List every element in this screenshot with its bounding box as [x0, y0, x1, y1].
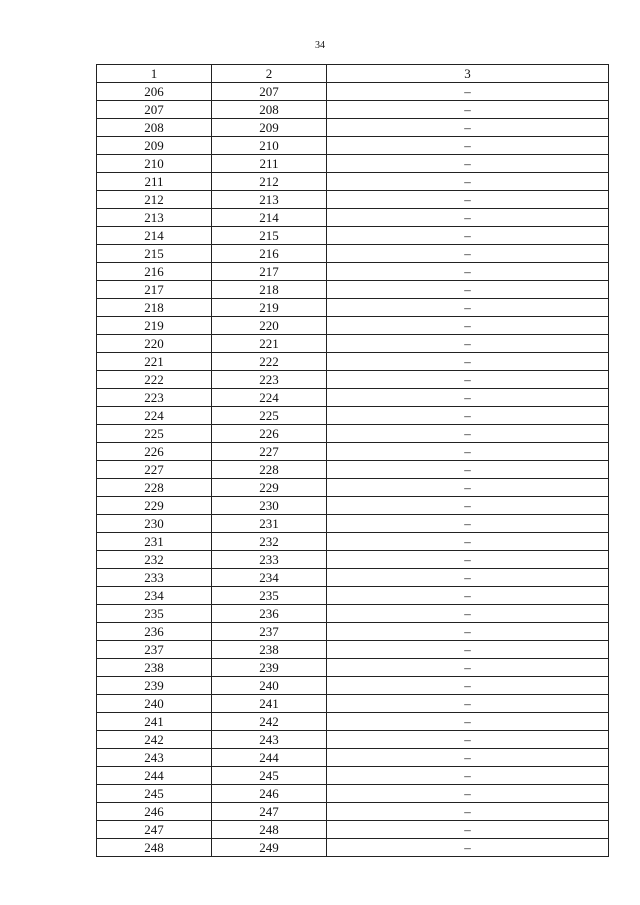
table-row — [97, 749, 609, 767]
table-cell-col1: 242 — [97, 731, 212, 749]
table-row — [97, 497, 609, 515]
table-cell-col2: 219 — [212, 299, 327, 317]
table-cell-col1: 218 — [97, 299, 212, 317]
table-row — [97, 713, 609, 731]
table-cell-col3: – — [327, 245, 609, 263]
table-cell-col1: 223 — [97, 389, 212, 407]
table-cell-col3: – — [327, 263, 609, 281]
table-row — [97, 623, 609, 641]
table-row — [97, 335, 609, 353]
table-cell-col1: 232 — [97, 551, 212, 569]
table-cell-col3: – — [327, 623, 609, 641]
table-cell-col2: 227 — [212, 443, 327, 461]
table-cell-col1: 225 — [97, 425, 212, 443]
table-cell-col2: 212 — [212, 173, 327, 191]
table-row — [97, 353, 609, 371]
table-row — [97, 245, 609, 263]
table-cell-col1: 222 — [97, 371, 212, 389]
table-row — [97, 479, 609, 497]
table-row — [97, 569, 609, 587]
table-cell-col1: 237 — [97, 641, 212, 659]
column-header-3: 3 — [327, 65, 609, 83]
table-row — [97, 515, 609, 533]
table-cell-col1: 235 — [97, 605, 212, 623]
table-cell-col1: 244 — [97, 767, 212, 785]
table-row — [97, 389, 609, 407]
table-cell-col2: 242 — [212, 713, 327, 731]
column-header-1: 1 — [97, 65, 212, 83]
table-cell-col2: 221 — [212, 335, 327, 353]
table-cell-col1: 208 — [97, 119, 212, 137]
table-cell-col3: – — [327, 137, 609, 155]
table-cell-col2: 215 — [212, 227, 327, 245]
table-cell-col1: 221 — [97, 353, 212, 371]
table-row — [97, 281, 609, 299]
table-cell-col1: 245 — [97, 785, 212, 803]
table-cell-col2: 213 — [212, 191, 327, 209]
table-row — [97, 407, 609, 425]
table-cell-col2: 229 — [212, 479, 327, 497]
table-cell-col2: 241 — [212, 695, 327, 713]
table-cell-col3: – — [327, 299, 609, 317]
table-row — [97, 227, 609, 245]
table-cell-col3: – — [327, 209, 609, 227]
table-cell-col1: 240 — [97, 695, 212, 713]
table-cell-col2: 222 — [212, 353, 327, 371]
table-cell-col3: – — [327, 677, 609, 695]
table-cell-col2: 239 — [212, 659, 327, 677]
table-cell-col3: – — [327, 803, 609, 821]
table-cell-col1: 211 — [97, 173, 212, 191]
table-cell-col1: 206 — [97, 83, 212, 101]
table-cell-col3: – — [327, 353, 609, 371]
table-header-row — [97, 65, 609, 83]
table-row — [97, 785, 609, 803]
table-row — [97, 533, 609, 551]
table-cell-col2: 210 — [212, 137, 327, 155]
table-cell-col3: – — [327, 191, 609, 209]
table-cell-col1: 243 — [97, 749, 212, 767]
table-cell-col2: 244 — [212, 749, 327, 767]
table-cell-col2: 237 — [212, 623, 327, 641]
table-cell-col2: 211 — [212, 155, 327, 173]
table-cell-col3: – — [327, 749, 609, 767]
table-cell-col2: 223 — [212, 371, 327, 389]
table-cell-col1: 247 — [97, 821, 212, 839]
table-cell-col3: – — [327, 371, 609, 389]
table-cell-col1: 241 — [97, 713, 212, 731]
table-cell-col1: 248 — [97, 839, 212, 857]
table-cell-col3: – — [327, 227, 609, 245]
table-row — [97, 551, 609, 569]
table-cell-col2: 218 — [212, 281, 327, 299]
table-cell-col3: – — [327, 839, 609, 857]
table-cell-col3: – — [327, 551, 609, 569]
table-cell-col1: 210 — [97, 155, 212, 173]
table-cell-col1: 224 — [97, 407, 212, 425]
table-cell-col1: 239 — [97, 677, 212, 695]
table-cell-col3: – — [327, 497, 609, 515]
table-header — [97, 65, 609, 83]
table-cell-col3: – — [327, 281, 609, 299]
table-cell-col2: 226 — [212, 425, 327, 443]
table-cell-col1: 207 — [97, 101, 212, 119]
table-cell-col2: 224 — [212, 389, 327, 407]
table-row — [97, 173, 609, 191]
table-cell-col3: – — [327, 83, 609, 101]
table-cell-col1: 212 — [97, 191, 212, 209]
table-cell-col2: 245 — [212, 767, 327, 785]
table-cell-col1: 215 — [97, 245, 212, 263]
table-cell-col3: – — [327, 767, 609, 785]
table-cell-col2: 236 — [212, 605, 327, 623]
table-row — [97, 263, 609, 281]
table-cell-col1: 230 — [97, 515, 212, 533]
table-cell-col3: – — [327, 425, 609, 443]
table-cell-col3: – — [327, 821, 609, 839]
table-cell-col3: – — [327, 659, 609, 677]
table-cell-col3: – — [327, 173, 609, 191]
table-cell-col3: – — [327, 731, 609, 749]
table-cell-col3: – — [327, 569, 609, 587]
table-cell-col3: – — [327, 587, 609, 605]
table-row — [97, 731, 609, 749]
table-cell-col2: 246 — [212, 785, 327, 803]
table-cell-col3: – — [327, 533, 609, 551]
table-row — [97, 587, 609, 605]
table-row — [97, 371, 609, 389]
table-cell-col3: – — [327, 443, 609, 461]
table-row — [97, 821, 609, 839]
table-cell-col2: 233 — [212, 551, 327, 569]
table-cell-col2: 214 — [212, 209, 327, 227]
table-cell-col2: 228 — [212, 461, 327, 479]
table-cell-col2: 220 — [212, 317, 327, 335]
table-cell-col3: – — [327, 515, 609, 533]
table-cell-col3: – — [327, 407, 609, 425]
table-row — [97, 659, 609, 677]
table-cell-col1: 234 — [97, 587, 212, 605]
table-row — [97, 299, 609, 317]
table-cell-col3: – — [327, 713, 609, 731]
table-cell-col3: – — [327, 101, 609, 119]
table-cell-col2: 231 — [212, 515, 327, 533]
table-cell-col2: 249 — [212, 839, 327, 857]
table-cell-col1: 233 — [97, 569, 212, 587]
table-row — [97, 101, 609, 119]
table-cell-col1: 227 — [97, 461, 212, 479]
table-cell-col2: 209 — [212, 119, 327, 137]
table-row — [97, 605, 609, 623]
table-cell-col2: 207 — [212, 83, 327, 101]
table-cell-col1: 228 — [97, 479, 212, 497]
table-row — [97, 767, 609, 785]
table-row — [97, 461, 609, 479]
table-cell-col1: 216 — [97, 263, 212, 281]
table-cell-col3: – — [327, 335, 609, 353]
table-row — [97, 137, 609, 155]
table-cell-col2: 248 — [212, 821, 327, 839]
table-body — [97, 83, 609, 857]
table-cell-col2: 243 — [212, 731, 327, 749]
table-cell-col3: – — [327, 317, 609, 335]
table-row — [97, 677, 609, 695]
table-cell-col2: 230 — [212, 497, 327, 515]
column-header-2: 2 — [212, 65, 327, 83]
table-cell-col2: 235 — [212, 587, 327, 605]
table-cell-col2: 216 — [212, 245, 327, 263]
table-cell-col2: 225 — [212, 407, 327, 425]
table-cell-col1: 214 — [97, 227, 212, 245]
table-cell-col1: 219 — [97, 317, 212, 335]
table-cell-col1: 220 — [97, 335, 212, 353]
table-cell-col2: 240 — [212, 677, 327, 695]
table-cell-col1: 217 — [97, 281, 212, 299]
table-row — [97, 191, 609, 209]
table-cell-col1: 226 — [97, 443, 212, 461]
table-cell-col3: – — [327, 605, 609, 623]
table-cell-col1: 209 — [97, 137, 212, 155]
table-cell-col1: 236 — [97, 623, 212, 641]
table-cell-col2: 232 — [212, 533, 327, 551]
table-cell-col2: 247 — [212, 803, 327, 821]
table-row — [97, 119, 609, 137]
page-number: 34 — [315, 40, 325, 51]
table-cell-col3: – — [327, 479, 609, 497]
table-cell-col1: 238 — [97, 659, 212, 677]
table-row — [97, 443, 609, 461]
table-cell-col2: 208 — [212, 101, 327, 119]
table-cell-col1: 246 — [97, 803, 212, 821]
table-cell-col3: – — [327, 641, 609, 659]
table-row — [97, 839, 609, 857]
data-table — [96, 64, 609, 857]
table-row — [97, 641, 609, 659]
table-row — [97, 317, 609, 335]
table-cell-col3: – — [327, 119, 609, 137]
table-cell-col2: 238 — [212, 641, 327, 659]
table-cell-col3: – — [327, 155, 609, 173]
table-row — [97, 155, 609, 173]
table-cell-col3: – — [327, 461, 609, 479]
table-row — [97, 803, 609, 821]
table-cell-col1: 213 — [97, 209, 212, 227]
table-row — [97, 695, 609, 713]
table-cell-col1: 231 — [97, 533, 212, 551]
table-cell-col3: – — [327, 695, 609, 713]
table-cell-col2: 234 — [212, 569, 327, 587]
table-row — [97, 425, 609, 443]
table-cell-col2: 217 — [212, 263, 327, 281]
table-cell-col1: 229 — [97, 497, 212, 515]
table-cell-col3: – — [327, 785, 609, 803]
table-row — [97, 83, 609, 101]
table-row — [97, 209, 609, 227]
table-cell-col3: – — [327, 389, 609, 407]
